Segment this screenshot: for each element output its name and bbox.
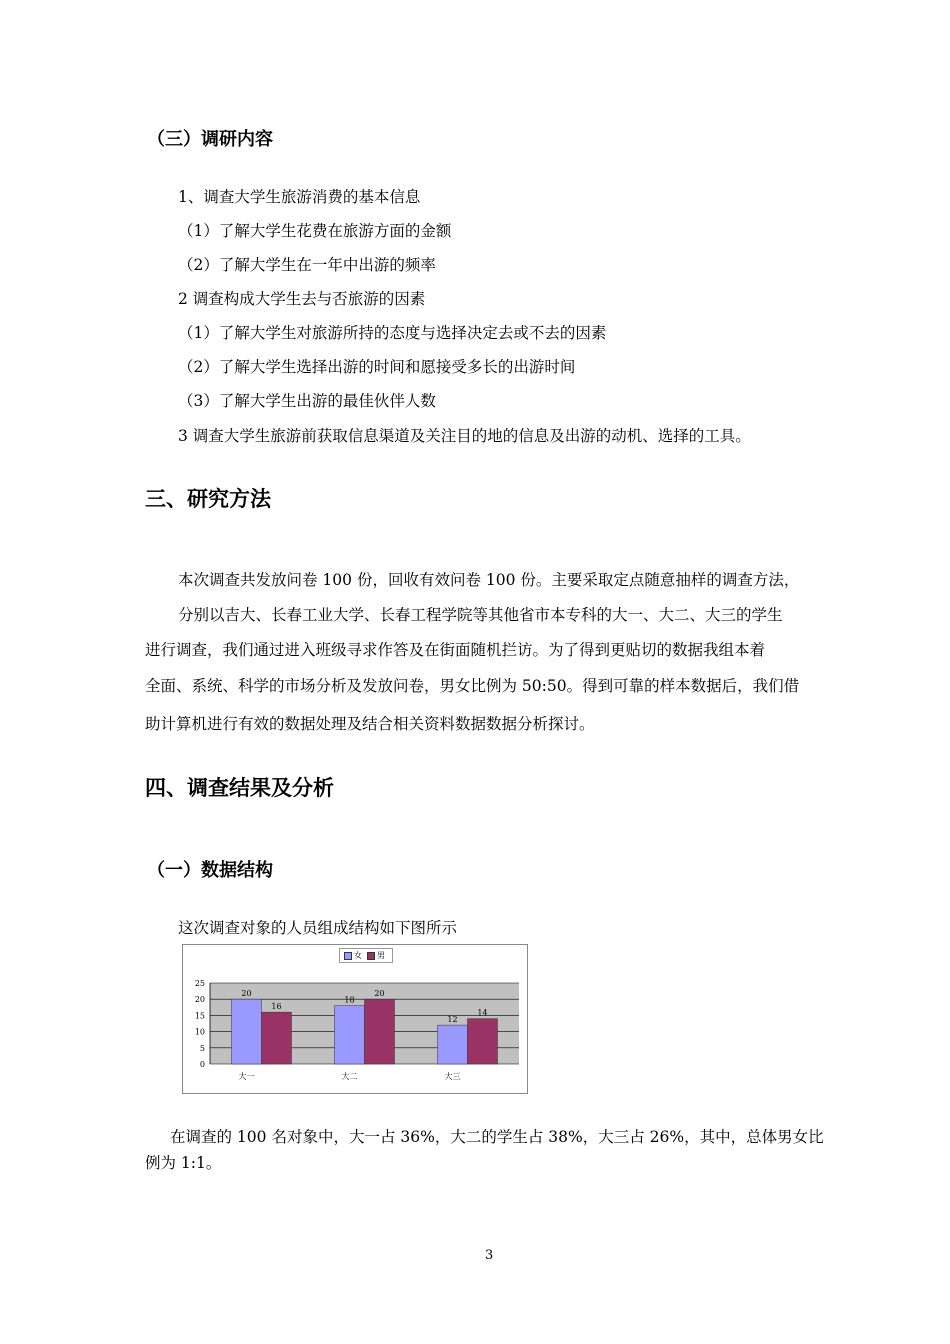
content-line-3: （2）了解大学生在一年中出游的频率 [178, 256, 436, 274]
method-line-4: 全面、系统、科学的市场分析及发放问卷，男女比例为 50:50。得到可靠的样本数据后，我们借 [145, 677, 800, 695]
content-line-2: （1）了解大学生花费在旅游方面的金额 [178, 222, 452, 240]
content-line-4: 2 调查构成大学生去与否旅游的因素 [178, 290, 426, 308]
section-heading-results: 四、调查结果及分析 [145, 776, 334, 800]
bar [262, 1012, 292, 1064]
x-tick-label: 大三 [444, 1072, 461, 1081]
conclusion-line-1: 在调查的 100 名对象中，大一占 36%，大二的学生占 38%，大三占 26%，其中，总体男女比 [170, 1128, 824, 1146]
subsection-heading-data-structure: （一）数据结构 [147, 860, 273, 881]
data-label: 16 [271, 1002, 282, 1012]
content-line-7: （3）了解大学生出游的最佳伙伴人数 [178, 392, 436, 410]
method-line-3: 进行调查，我们通过进入班级寻求作答及在街面随机拦访。为了得到更贴切的数据我组本着 [145, 641, 766, 659]
content-line-6: （2）了解大学生选择出游的时间和愿接受多长的出游时间 [178, 358, 576, 376]
x-tick-label: 大二 [341, 1072, 358, 1081]
content-line-1: 1、调查大学生旅游消费的基本信息 [178, 188, 421, 206]
y-tick-label: 5 [199, 1043, 205, 1053]
bar [365, 999, 395, 1064]
y-tick-label: 15 [194, 1011, 205, 1021]
y-tick-label: 10 [194, 1027, 205, 1037]
bar-chart [182, 944, 528, 1094]
data-label: 20 [374, 989, 385, 999]
method-line-1: 本次调查共发放问卷 100 份，回收有效问卷 100 份。主要采取定点随意抽样的调查方法， [178, 571, 800, 589]
y-tick-label: 0 [199, 1060, 205, 1069]
method-line-5: 助计算机进行有效的数据处理及结合相关资料数据数据分析探讨。 [145, 715, 595, 733]
content-line-8: 3 调查大学生旅游前获取信息渠道及关注目的地的信息及出游的动机、选择的工具。 [178, 427, 751, 445]
x-tick-label: 大一 [238, 1072, 255, 1081]
chart-intro-text: 这次调查对象的人员组成结构如下图所示 [178, 919, 458, 937]
bar [232, 999, 262, 1064]
y-tick-label: 20 [194, 995, 205, 1005]
content-line-5: （1）了解大学生对旅游所持的态度与选择决定去或不去的因素 [178, 324, 607, 342]
legend-label-male: 男 [377, 951, 385, 960]
data-label: 18 [344, 995, 355, 1005]
bar [335, 1006, 365, 1064]
y-tick-label: 25 [194, 979, 205, 988]
section-heading-content: （三）调研内容 [147, 129, 273, 150]
page-number: 3 [485, 1248, 494, 1263]
section-heading-method: 三、研究方法 [145, 487, 271, 511]
data-label: 14 [477, 1008, 488, 1018]
legend-label-female: 女 [354, 951, 362, 960]
method-line-2: 分别以吉大、长春工业大学、长春工程学院等其他省市本专科的大一、大二、大三的学生 [178, 606, 783, 624]
conclusion-line-2: 例为 1:1。 [145, 1154, 222, 1172]
chart-plot-svg [183, 945, 527, 1093]
bar [468, 1019, 498, 1064]
bar [438, 1025, 468, 1064]
data-label: 20 [241, 989, 252, 999]
data-label: 12 [447, 1015, 458, 1025]
